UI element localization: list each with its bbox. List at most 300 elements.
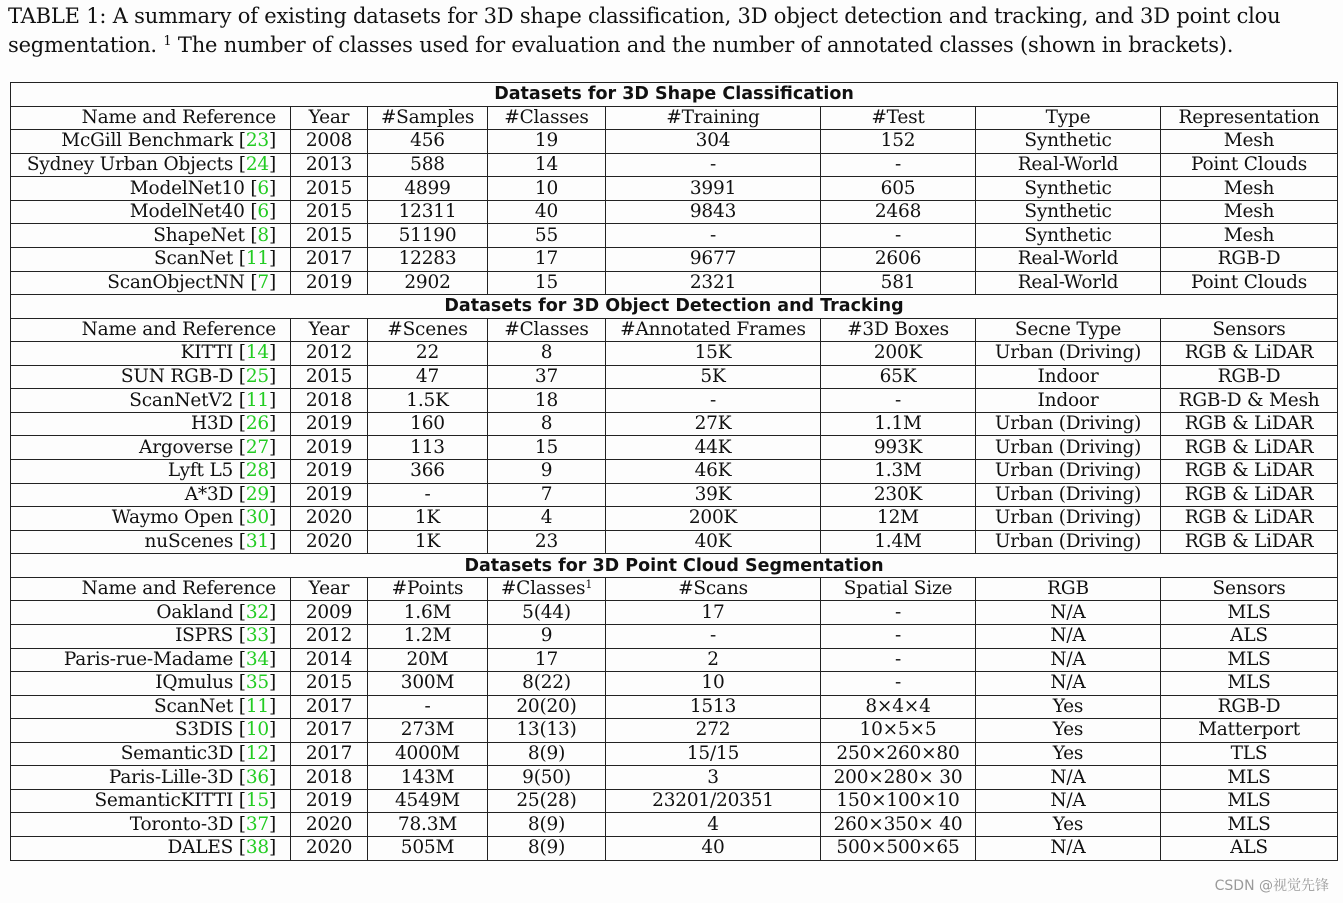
table-cell: - [606, 389, 821, 413]
table-cell: Indoor [976, 389, 1161, 413]
column-header [11, 106, 291, 130]
table-row [11, 837, 1338, 861]
table-cell: 39K [606, 483, 821, 507]
table-cell: - [821, 624, 976, 648]
citation-link[interactable]: 37 [245, 813, 269, 835]
table-cell: 10 [488, 177, 606, 201]
table-cell: 51190 [368, 224, 488, 248]
table-cell: 304 [606, 130, 821, 154]
table-cell: 1K [368, 507, 488, 531]
table-row [11, 271, 1338, 295]
table-cell: 15 [488, 271, 606, 295]
table-cell: Mesh [1161, 224, 1338, 248]
table-cell: ALS [1161, 837, 1338, 861]
dataset-name-cell: nuScenes [31] [11, 530, 291, 554]
citation-link[interactable]: 11 [245, 695, 269, 717]
table-row [11, 507, 1338, 531]
table-cell: 1.4M [821, 530, 976, 554]
dataset-name-cell: ModelNet40 [6] [11, 200, 291, 224]
table-cell: 3991 [606, 177, 821, 201]
citation-link[interactable]: 10 [245, 719, 269, 741]
table-cell: 2017 [291, 742, 368, 766]
table-cell: 2012 [291, 342, 368, 366]
column-header [11, 318, 291, 342]
dataset-name: KITTI [180, 342, 234, 364]
citation-link[interactable]: 6 [257, 177, 269, 199]
citation-link[interactable]: 30 [245, 507, 269, 529]
dataset-name: ShapeNet [153, 224, 245, 246]
dataset-name: A*3D [184, 483, 234, 505]
table-cell: 2015 [291, 224, 368, 248]
caption-line-2-end: The number of classes used for evaluation and the number of annotated classes (shown in brackets). [171, 33, 1234, 57]
column-header [368, 106, 488, 130]
table-cell: 1K [368, 530, 488, 554]
table-cell: 260×350× 40 [821, 813, 976, 837]
dataset-name-cell: ShapeNet [8] [11, 224, 291, 248]
dataset-name: Waymo Open [111, 507, 234, 529]
caption-line-1: TABLE 1: A summary of existing datasets for 3D shape classification, 3D object detection and tracking, and 3D point clou [8, 4, 1281, 28]
dataset-name-cell: KITTI [14] [11, 342, 291, 366]
table-cell: 2012 [291, 624, 368, 648]
citation-link[interactable]: 12 [245, 743, 269, 765]
column-header [488, 577, 606, 601]
table-cell: 5(44) [488, 601, 606, 625]
table-cell: 456 [368, 130, 488, 154]
table-row [11, 719, 1338, 743]
table-cell: 10×5×5 [821, 719, 976, 743]
citation-link[interactable]: 29 [245, 483, 269, 505]
section-title: Datasets for 3D Shape Classification [11, 83, 1338, 107]
table-cell: 2018 [291, 766, 368, 790]
dataset-name-cell: Oakland [32] [11, 601, 291, 625]
table-cell: Real-World [976, 271, 1161, 295]
table-cell: 18 [488, 389, 606, 413]
table-cell: MLS [1161, 648, 1338, 672]
table-cell: 366 [368, 460, 488, 484]
table-cell: Synthetic [976, 200, 1161, 224]
dataset-name-cell: Lyft L5 [28] [11, 460, 291, 484]
table-cell: Mesh [1161, 177, 1338, 201]
table-cell: RGB & LiDAR [1161, 507, 1338, 531]
citation-link[interactable]: 32 [245, 601, 269, 623]
table-cell: 2321 [606, 271, 821, 295]
table-cell: 1.6M [368, 601, 488, 625]
column-header-label: #Classes [500, 578, 586, 600]
table-row [11, 672, 1338, 696]
section-title-row [11, 83, 1338, 107]
column-header-label: Type [1045, 106, 1091, 128]
table-body [11, 83, 1338, 861]
table-row [11, 601, 1338, 625]
table-cell: 14 [488, 153, 606, 177]
column-header [488, 106, 606, 130]
column-header-label: #Points [391, 578, 464, 600]
table-cell: 9843 [606, 200, 821, 224]
column-header [606, 318, 821, 342]
citation-link[interactable]: 24 [245, 153, 269, 175]
citation-link[interactable]: 14 [245, 342, 269, 364]
column-header [368, 577, 488, 601]
column-header [821, 318, 976, 342]
table-cell: 55 [488, 224, 606, 248]
table-cell: 44K [606, 436, 821, 460]
column-header-label: #Test [871, 106, 925, 128]
column-header [488, 318, 606, 342]
table-cell: RGB-D & Mesh [1161, 389, 1338, 413]
table-cell: 2017 [291, 247, 368, 271]
column-header-row [11, 106, 1338, 130]
table-cell: 8 [488, 412, 606, 436]
citation-link[interactable]: 25 [245, 366, 269, 388]
table-cell: 40K [606, 530, 821, 554]
table-cell: 23201/20351 [606, 789, 821, 813]
column-header-label: Sensors [1212, 578, 1286, 600]
table-cell: 2019 [291, 412, 368, 436]
dataset-name-cell: Sydney Urban Objects [24] [11, 153, 291, 177]
column-header-label: Name and Reference [81, 318, 276, 340]
table-cell: 4 [606, 813, 821, 837]
table-cell: 17 [606, 601, 821, 625]
dataset-name: ModelNet10 [129, 177, 245, 199]
column-header [1161, 577, 1338, 601]
table-cell: 13(13) [488, 719, 606, 743]
table-cell: 23 [488, 530, 606, 554]
column-header-label: Representation [1178, 106, 1320, 128]
column-header-label: Year [308, 106, 350, 128]
table-cell: 230K [821, 483, 976, 507]
table-cell: Urban (Driving) [976, 530, 1161, 554]
table-cell: N/A [976, 648, 1161, 672]
table-cell: 2015 [291, 365, 368, 389]
table-cell: 2902 [368, 271, 488, 295]
table-cell: 8×4×4 [821, 695, 976, 719]
dataset-name: SUN RGB-D [120, 366, 234, 388]
table-cell: 2015 [291, 672, 368, 696]
citation-link[interactable]: 36 [245, 766, 269, 788]
table-cell: 1.5K [368, 389, 488, 413]
table-row [11, 153, 1338, 177]
column-header-label: #3D Boxes [847, 318, 949, 340]
dataset-name: ScanObjectNN [107, 271, 245, 293]
column-header-label: #Scans [678, 578, 748, 600]
table-cell: 2019 [291, 483, 368, 507]
citation-link[interactable]: 11 [245, 389, 269, 411]
table-cell: 4899 [368, 177, 488, 201]
column-header [291, 106, 368, 130]
table-cell: 2019 [291, 460, 368, 484]
citation-link[interactable]: 35 [245, 672, 269, 694]
section-title: Datasets for 3D Point Cloud Segmentation [11, 554, 1338, 578]
citation-link[interactable]: 34 [245, 648, 269, 670]
dataset-name-cell: ScanNet [11] [11, 695, 291, 719]
table-cell: 2009 [291, 601, 368, 625]
table-row [11, 436, 1338, 460]
table-cell: 8(22) [488, 672, 606, 696]
column-header [976, 106, 1161, 130]
table-cell: - [821, 153, 976, 177]
table-cell: 1.1M [821, 412, 976, 436]
table-cell: Real-World [976, 153, 1161, 177]
table-cell: - [368, 483, 488, 507]
table-row [11, 200, 1338, 224]
table-caption [8, 2, 1343, 60]
table-cell: 7 [488, 483, 606, 507]
table-cell: Urban (Driving) [976, 460, 1161, 484]
citation-link[interactable]: 38 [245, 837, 269, 859]
table-cell: Point Clouds [1161, 271, 1338, 295]
column-header-label: #Annotated Frames [620, 318, 806, 340]
dataset-name-cell: SemanticKITTI [15] [11, 789, 291, 813]
table-cell: 40 [606, 837, 821, 861]
column-header-label: #Samples [380, 106, 475, 128]
table-cell: RGB & LiDAR [1161, 412, 1338, 436]
citation-link[interactable]: 28 [245, 460, 269, 482]
table-cell: 19 [488, 130, 606, 154]
table-cell: 46K [606, 460, 821, 484]
table-row [11, 789, 1338, 813]
table-cell: 200K [821, 342, 976, 366]
dataset-name-cell: Toronto-3D [37] [11, 813, 291, 837]
citation-link[interactable]: 7 [257, 271, 269, 293]
dataset-name: Paris-Lille-3D [108, 766, 234, 788]
table-row [11, 766, 1338, 790]
table-row [11, 177, 1338, 201]
table-cell: RGB & LiDAR [1161, 342, 1338, 366]
table-cell: MLS [1161, 789, 1338, 813]
table-cell: 1.3M [821, 460, 976, 484]
table-cell: Indoor [976, 365, 1161, 389]
column-header-label: #Classes [504, 106, 589, 128]
dataset-name: SemanticKITTI [94, 790, 234, 812]
column-header [1161, 106, 1338, 130]
table-row [11, 247, 1338, 271]
dataset-name: ScanNet [153, 248, 234, 270]
table-cell: RGB & LiDAR [1161, 460, 1338, 484]
table-cell: 150×100×10 [821, 789, 976, 813]
table-cell: Yes [976, 695, 1161, 719]
section-title-row [11, 554, 1338, 578]
citation-link[interactable]: 27 [245, 436, 269, 458]
column-header-label: Sensors [1212, 318, 1286, 340]
citation-link[interactable]: 15 [245, 790, 269, 812]
caption-line-2 [8, 31, 1343, 60]
table-cell: 8(9) [488, 813, 606, 837]
column-header-label: Spatial Size [843, 578, 953, 600]
table-row [11, 483, 1338, 507]
column-header [291, 318, 368, 342]
dataset-name: ISPRS [175, 625, 234, 647]
column-header-label: Year [308, 318, 350, 340]
dataset-name-cell: ScanNetV2 [11] [11, 389, 291, 413]
column-header [976, 577, 1161, 601]
dataset-name: Lyft L5 [167, 460, 234, 482]
table-cell: - [821, 224, 976, 248]
table-cell: 12M [821, 507, 976, 531]
column-header [606, 577, 821, 601]
table-cell: Synthetic [976, 224, 1161, 248]
column-header-row [11, 577, 1338, 601]
section-title: Datasets for 3D Object Detection and Tracking [11, 295, 1338, 319]
table-cell: Urban (Driving) [976, 412, 1161, 436]
table-cell: Urban (Driving) [976, 342, 1161, 366]
table-cell: N/A [976, 766, 1161, 790]
table-cell: - [606, 624, 821, 648]
table-cell: 22 [368, 342, 488, 366]
table-row [11, 224, 1338, 248]
table-cell: Urban (Driving) [976, 436, 1161, 460]
table-cell: Synthetic [976, 130, 1161, 154]
table-cell: 27K [606, 412, 821, 436]
table-cell: 250×260×80 [821, 742, 976, 766]
table-cell: 2020 [291, 837, 368, 861]
table-cell: 47 [368, 365, 488, 389]
table-cell: 65K [821, 365, 976, 389]
table-cell: 8(9) [488, 837, 606, 861]
table-cell: 300M [368, 672, 488, 696]
footnote-mark: 1 [585, 578, 593, 592]
watermark: CSDN @视觉先锋 [1214, 878, 1329, 894]
dataset-name-cell: Waymo Open [30] [11, 507, 291, 531]
citation-link[interactable]: 8 [257, 224, 269, 246]
table-cell: 4549M [368, 789, 488, 813]
table-cell: - [821, 672, 976, 696]
column-header-label: #Scenes [387, 318, 468, 340]
table-cell: 12311 [368, 200, 488, 224]
column-header-label: Name and Reference [81, 578, 276, 600]
table-cell: 2019 [291, 436, 368, 460]
table-cell: Synthetic [976, 177, 1161, 201]
table-cell: 15/15 [606, 742, 821, 766]
table-cell: N/A [976, 789, 1161, 813]
table-cell: 78.3M [368, 813, 488, 837]
column-header-label: Name and Reference [81, 106, 276, 128]
table-cell: 273M [368, 719, 488, 743]
table-cell: 10 [606, 672, 821, 696]
table-cell: 993K [821, 436, 976, 460]
table-cell: 2015 [291, 177, 368, 201]
table-cell: 9 [488, 624, 606, 648]
table-row [11, 412, 1338, 436]
dataset-name: Paris-rue-Madame [63, 648, 234, 670]
dataset-name: ScanNetV2 [129, 389, 234, 411]
dataset-name: IQmulus [155, 672, 234, 694]
dataset-name-cell: S3DIS [10] [11, 719, 291, 743]
dataset-name: Semantic3D [120, 743, 234, 765]
dataset-name-cell: ScanObjectNN [7] [11, 271, 291, 295]
column-header-label: Secne Type [1014, 318, 1122, 340]
table-cell: Real-World [976, 247, 1161, 271]
table-row [11, 530, 1338, 554]
column-header [606, 106, 821, 130]
table-row [11, 389, 1338, 413]
dataset-name-cell: ISPRS [33] [11, 624, 291, 648]
column-header [821, 577, 976, 601]
section-title-row [11, 295, 1338, 319]
dataset-name: Oakland [156, 601, 234, 623]
table-cell: 2020 [291, 530, 368, 554]
caption-line-2-start: segmentation. [8, 33, 164, 57]
dataset-name: ScanNet [153, 695, 234, 717]
table-cell: MLS [1161, 672, 1338, 696]
table-cell: 113 [368, 436, 488, 460]
table-cell: 588 [368, 153, 488, 177]
column-header [291, 577, 368, 601]
table-cell: 40 [488, 200, 606, 224]
table-cell: 2013 [291, 153, 368, 177]
table-cell: 5K [606, 365, 821, 389]
table-row [11, 695, 1338, 719]
table-cell: Urban (Driving) [976, 483, 1161, 507]
dataset-name-cell: Paris-Lille-3D [36] [11, 766, 291, 790]
table-cell: 9(50) [488, 766, 606, 790]
table-cell: 8(9) [488, 742, 606, 766]
table-cell: 4 [488, 507, 606, 531]
dataset-name: Argoverse [139, 436, 234, 458]
table-cell: 12283 [368, 247, 488, 271]
column-header [976, 318, 1161, 342]
table-cell: 272 [606, 719, 821, 743]
table-cell: 2 [606, 648, 821, 672]
table-cell: Yes [976, 742, 1161, 766]
table-cell: 2468 [821, 200, 976, 224]
table-cell: 2017 [291, 719, 368, 743]
table-cell: RGB & LiDAR [1161, 436, 1338, 460]
citation-link[interactable]: 23 [245, 130, 269, 152]
citation-link[interactable]: 6 [257, 201, 269, 223]
column-header-row [11, 318, 1338, 342]
table-cell: 9 [488, 460, 606, 484]
column-header [11, 577, 291, 601]
column-header-label: RGB [1047, 578, 1089, 600]
table-cell: - [606, 153, 821, 177]
table-cell: 9677 [606, 247, 821, 271]
dataset-name: nuScenes [144, 530, 234, 552]
citation-link[interactable]: 26 [245, 413, 269, 435]
column-header [1161, 318, 1338, 342]
table-row [11, 460, 1338, 484]
table-cell: N/A [976, 601, 1161, 625]
table-cell: Mesh [1161, 200, 1338, 224]
table-cell: Mesh [1161, 130, 1338, 154]
datasets-summary-table [10, 82, 1338, 861]
table-cell: RGB & LiDAR [1161, 483, 1338, 507]
table-cell: 500×500×65 [821, 837, 976, 861]
column-header-label: Year [308, 578, 350, 600]
column-header [368, 318, 488, 342]
dataset-name-cell: Semantic3D [12] [11, 742, 291, 766]
table-cell: MLS [1161, 601, 1338, 625]
table-cell: 37 [488, 365, 606, 389]
column-header-label: #Training [666, 106, 760, 128]
table-row [11, 813, 1338, 837]
table-cell: ALS [1161, 624, 1338, 648]
dataset-name-cell: Paris-rue-Madame [34] [11, 648, 291, 672]
table-row [11, 648, 1338, 672]
table-cell: - [606, 224, 821, 248]
table-cell: Yes [976, 813, 1161, 837]
table-cell: 1513 [606, 695, 821, 719]
column-header [821, 106, 976, 130]
table-cell: 2008 [291, 130, 368, 154]
table-cell: 605 [821, 177, 976, 201]
table-cell: 20(20) [488, 695, 606, 719]
citation-link[interactable]: 33 [245, 625, 269, 647]
dataset-name: Toronto-3D [129, 813, 234, 835]
citation-link[interactable]: 31 [245, 530, 269, 552]
dataset-name: Sydney Urban Objects [26, 153, 234, 175]
table-cell: 4000M [368, 742, 488, 766]
citation-link[interactable]: 11 [245, 248, 269, 270]
